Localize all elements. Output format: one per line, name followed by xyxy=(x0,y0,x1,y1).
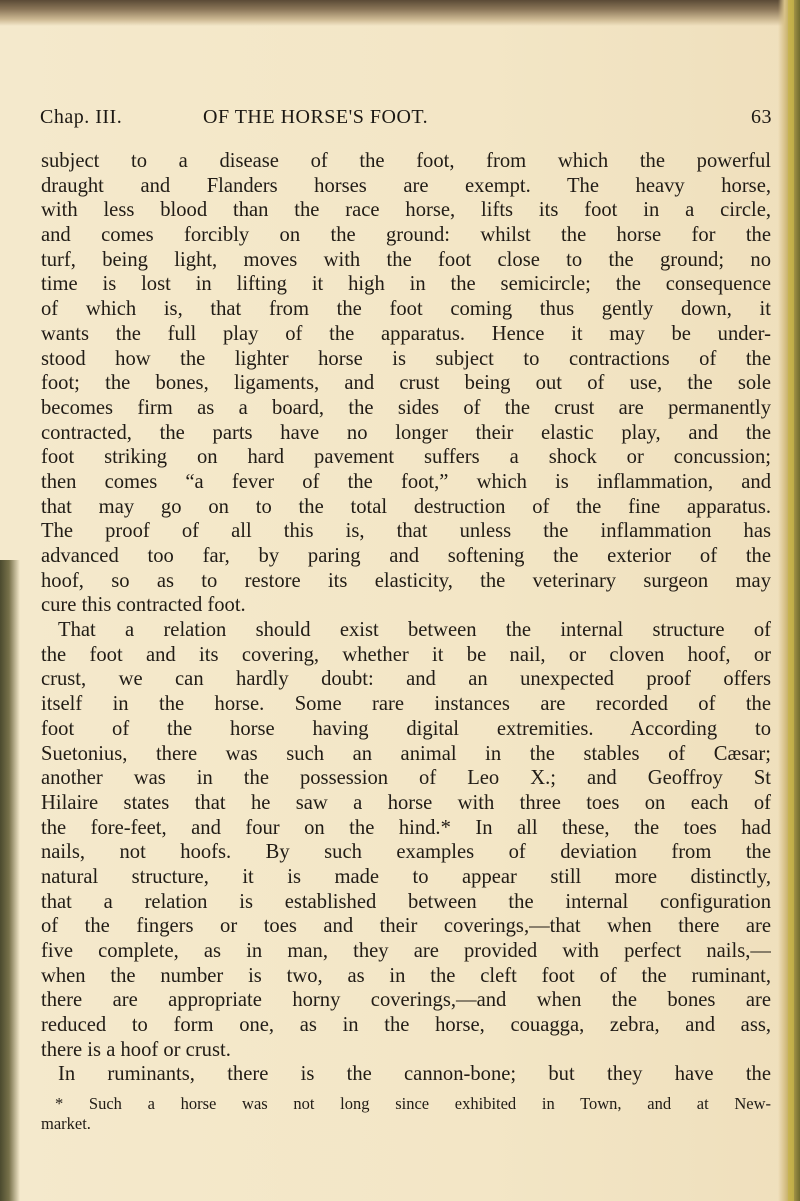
text-line: foot of the horse having digital extremities. According to xyxy=(41,717,771,740)
text-line: advanced too far, by paring and softening the exterior of the xyxy=(41,545,771,567)
body-text xyxy=(41,149,771,1087)
text-line: wants the full play of the apparatus. Hence it may be under- xyxy=(41,322,771,345)
paragraph-start-line: That a relation should exist between the internal structure of xyxy=(58,619,771,642)
footnote-line: * Such a horse was not long since exhibited in Town, and at New- xyxy=(55,1094,771,1113)
text-line: with less blood than the race horse, lifts its foot in a circle, xyxy=(41,199,771,222)
text-line: foot striking on hard pavement suffers a shock or concussion; xyxy=(41,446,771,469)
page-number: 63 xyxy=(751,106,772,128)
text-line: nails, not hoofs. By such examples of deviation from the xyxy=(41,841,771,864)
text-line: that a relation is established between the internal configuration xyxy=(41,890,771,913)
text-line: there are appropriate horny coverings,—and when the bones are xyxy=(41,989,771,1012)
text-line: crust, we can hardly doubt: and an unexpected proof offers xyxy=(41,668,771,691)
text-line: of the fingers or toes and their coverings,—that when there are xyxy=(41,915,771,938)
text-line: and comes forcibly on the ground: whilst the horse for the xyxy=(41,224,771,247)
text-line: hoof, so as to restore its elasticity, the veterinary surgeon may xyxy=(41,569,771,592)
footnote xyxy=(41,1094,771,1134)
text-line: time is lost in lifting it high in the semicircle; the consequence xyxy=(41,273,771,296)
text-line: natural structure, it is made to appear still more distinctly, xyxy=(41,865,771,888)
paragraph-end-line: cure this contracted foot. xyxy=(41,594,246,617)
text-line: then comes “a fever of the foot,” which is inflammation, and xyxy=(41,470,771,493)
page-left-edge xyxy=(0,560,20,1201)
text-line: stood how the lighter horse is subject to contractions of the xyxy=(41,347,771,370)
text-line: becomes firm as a board, the sides of the crust are permanently xyxy=(41,396,771,419)
text-line: draught and Flanders horses are exempt. The heavy horse, xyxy=(41,174,771,197)
running-head xyxy=(40,106,772,136)
text-line: five complete, as in man, they are provided with perfect nails,— xyxy=(41,940,771,962)
footnote-line: market. xyxy=(41,1114,91,1133)
page-top-shadow xyxy=(0,0,800,26)
text-line: Hilaire states that he saw a horse with three toes on each of xyxy=(41,791,771,814)
text-line: when the number is two, as in the cleft foot of the ruminant, xyxy=(41,964,771,987)
paragraph-start-line: In ruminants, there is the cannon-bone; but they have the xyxy=(58,1063,771,1086)
paragraph-end-line: there is a hoof or crust. xyxy=(41,1038,231,1061)
text-line: The proof of all this is, that unless the inflammation has xyxy=(41,520,771,543)
binding-stripe xyxy=(788,0,794,1201)
text-line: another was in the possession of Leo X.; and Geoffroy St xyxy=(41,767,771,790)
text-line: subject to a disease of the foot, from which the powerful xyxy=(41,150,771,172)
text-line: the foot and its covering, whether it be nail, or cloven hoof, or xyxy=(41,643,771,666)
text-line: reduced to form one, as in the horse, couagga, zebra, and ass, xyxy=(41,1014,771,1037)
chapter-label: Chap. III. xyxy=(40,106,123,128)
text-line: turf, being light, moves with the foot close to the ground; no xyxy=(41,248,771,271)
running-title: OF THE HORSE'S FOOT. xyxy=(203,106,429,128)
text-line: of which is, that from the foot coming thus gently down, it xyxy=(41,298,771,321)
text-line: contracted, the parts have no longer their elastic play, and the xyxy=(41,421,771,444)
text-line: foot; the bones, ligaments, and crust being out of use, the sole xyxy=(41,372,771,395)
text-line: the fore-feet, and four on the hind.* In all these, the toes had xyxy=(41,816,771,839)
text-line: itself in the horse. Some rare instances are recorded of the xyxy=(41,693,771,716)
text-line: Suetonius, there was such an animal in the stables of Cæsar; xyxy=(41,742,771,765)
text-line: that may go on to the total destruction of the fine apparatus. xyxy=(41,495,771,518)
